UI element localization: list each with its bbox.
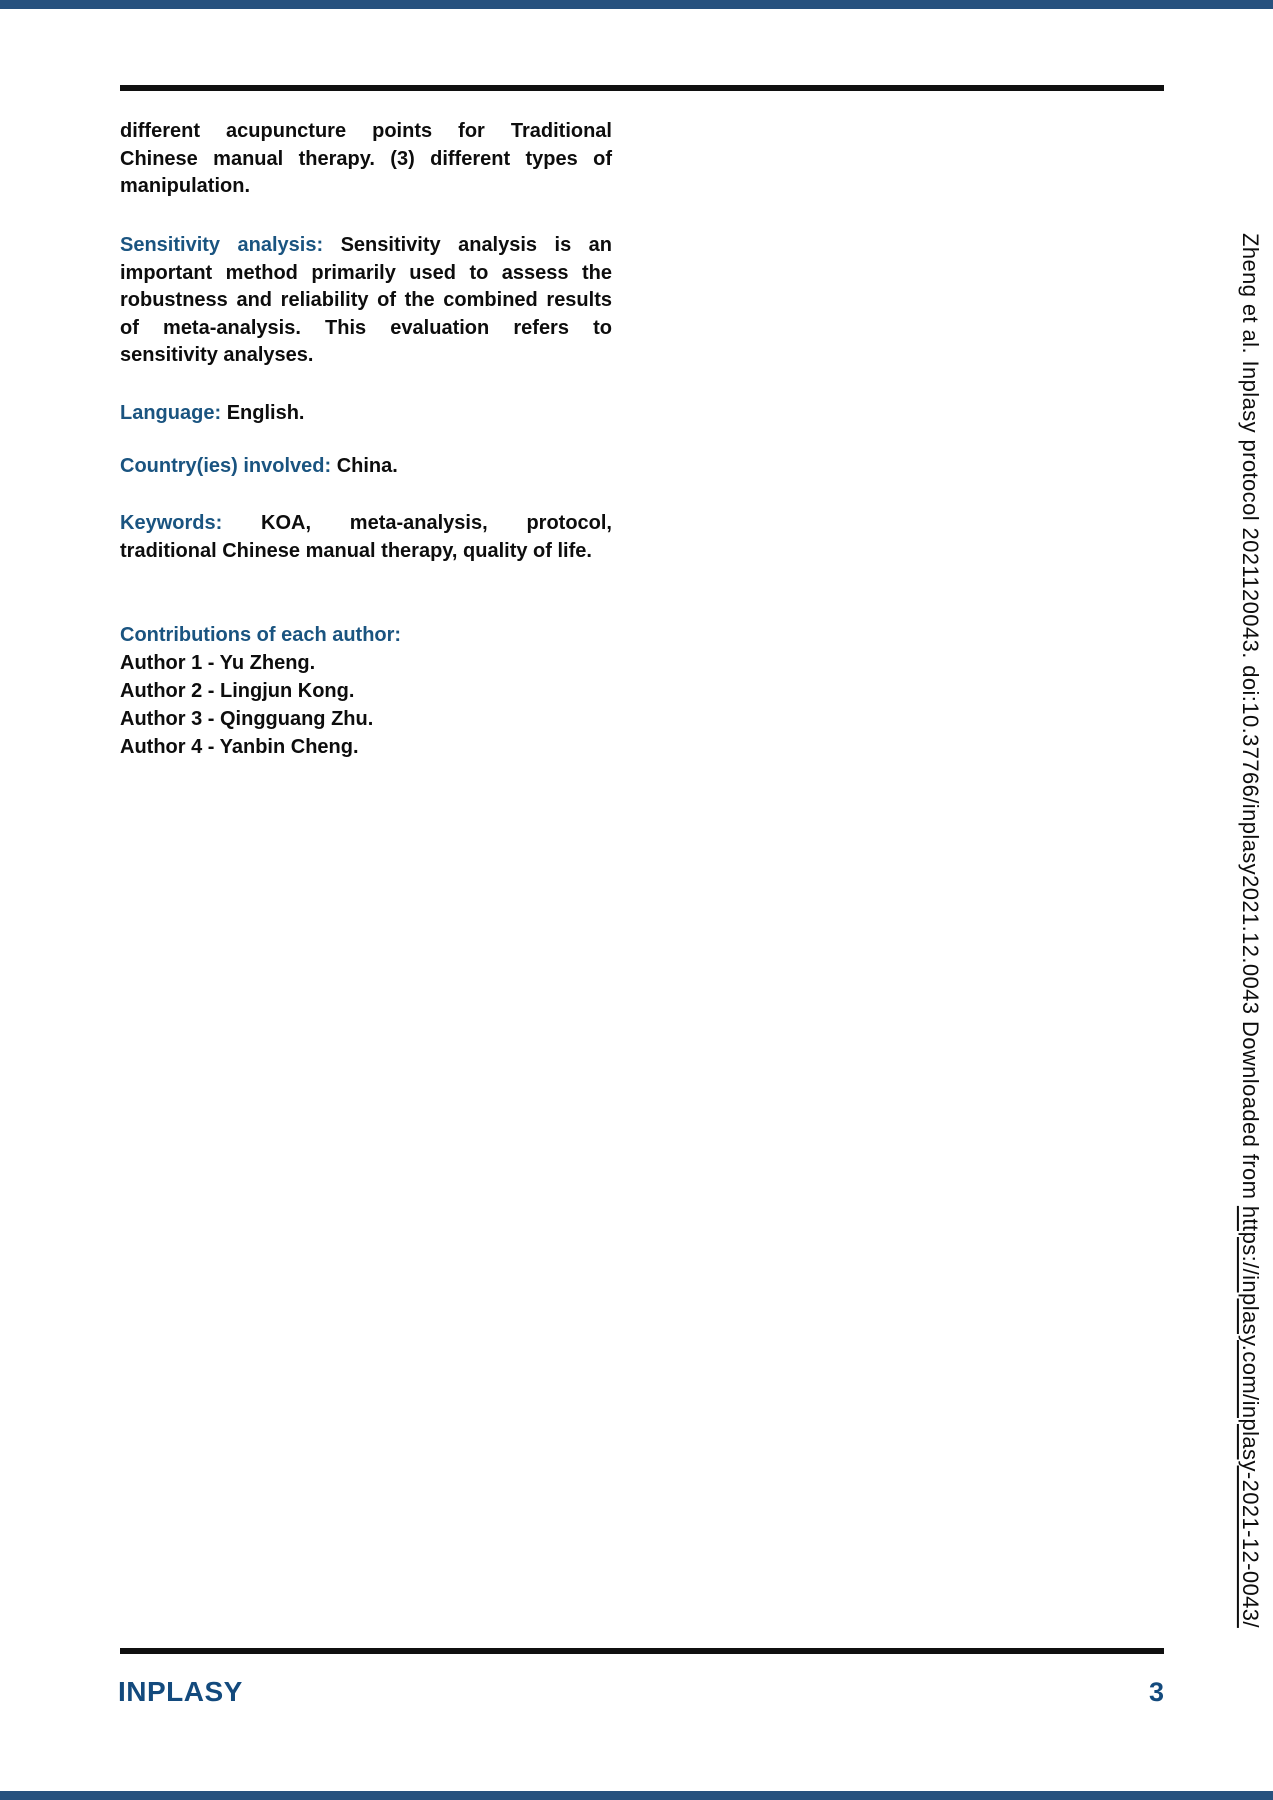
footer-rule: [120, 1648, 1164, 1654]
sensitivity-text: Sensitivity analysis is an important method primarily used to assess the robustness and reliability of the combined results of meta-analysis. This evaluation refers to sensitivity analyses.: [120, 234, 612, 366]
page-number: 3: [1148, 1677, 1164, 1707]
author-line-1: Author 1 - Yu Zheng.: [120, 652, 316, 674]
paragraph-keywords: [120, 510, 612, 565]
top-edge-bar: [0, 0, 1273, 9]
language-text: English.: [226, 402, 305, 424]
paragraph-intro-text: different acupuncture points for Traditional Chinese manual therapy. (3) different types of manipulation.: [120, 120, 612, 197]
sensitivity-label: Sensitivity analysis:: [120, 234, 324, 256]
paragraph-sensitivity: [120, 232, 612, 370]
author-line-2: Author 2 - Lingjun Kong.: [120, 680, 355, 702]
sidebar-citation-link[interactable]: https://inplasy.com/inplasy-2021-12-0043/: [1238, 1205, 1263, 1628]
country-label: Country(ies) involved:: [120, 455, 332, 477]
author-line-3: Author 3 - Qingguang Zhu.: [120, 708, 374, 730]
paragraph-country: [120, 453, 612, 481]
top-rule: [120, 85, 1164, 91]
contributions-section: [120, 621, 612, 761]
sidebar-citation-text: Zheng et al. Inplasy protocol 2021120043. doi:10.37766/inplasy2021.12.0043 Downloaded from: [1238, 233, 1263, 1206]
sidebar-citation: [1237, 233, 1263, 1628]
keywords-text: KOA, meta-analysis, protocol, traditional Chinese manual therapy, quality of life.: [120, 512, 612, 562]
bottom-edge-bar: [0, 1791, 1273, 1800]
inplasy-logo: INPLASY: [118, 1676, 243, 1707]
author-line-4: Author 4 - Yanbin Cheng.: [120, 736, 359, 758]
keywords-label: Keywords:: [120, 512, 223, 534]
country-text: China.: [336, 455, 398, 477]
language-label: Language:: [120, 402, 222, 424]
paragraph-language: [120, 400, 612, 428]
paragraph-intro: [120, 118, 612, 201]
contributions-label: Contributions of each author:: [120, 624, 402, 646]
